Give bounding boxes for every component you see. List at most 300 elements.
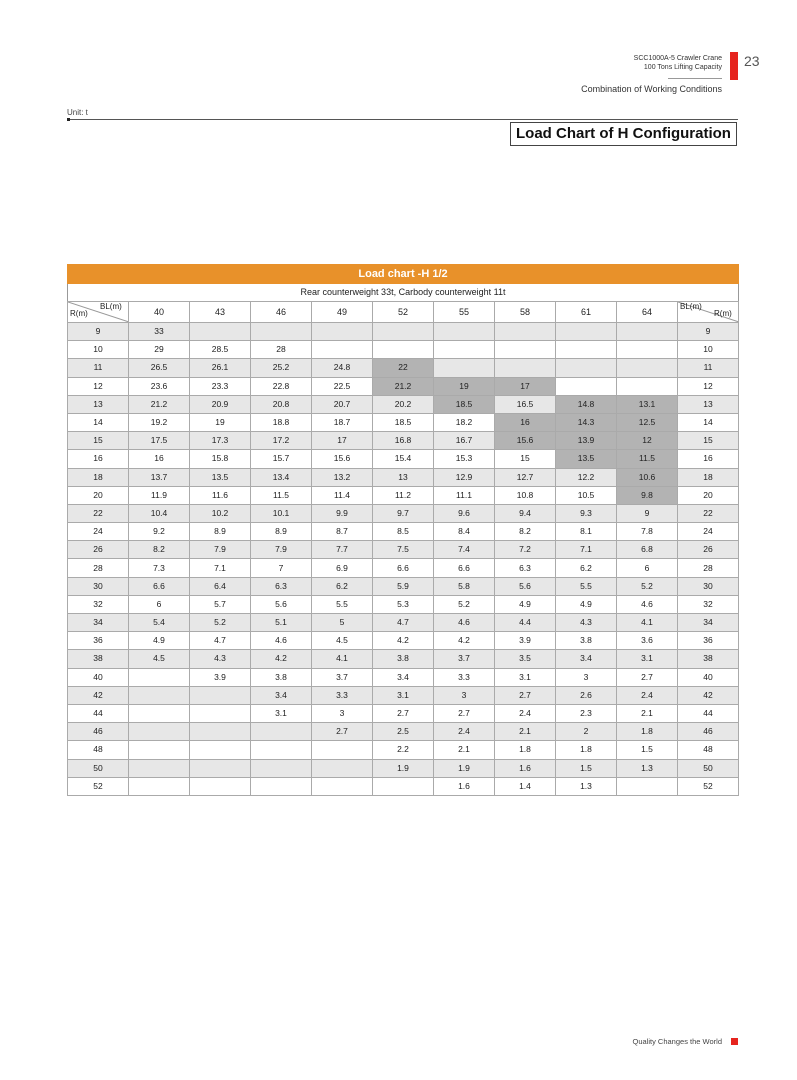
capacity-cell: 12.7 [495,468,556,486]
capacity-cell: 4.9 [129,632,190,650]
capacity-cell: 17 [495,377,556,395]
radius-cell-left: 18 [68,468,129,486]
radius-cell-left: 32 [68,595,129,613]
capacity-cell: 21.2 [373,377,434,395]
capacity-cell [190,759,251,777]
capacity-cell: 13 [373,468,434,486]
radius-cell-right: 46 [678,723,739,741]
radius-cell-left: 26 [68,541,129,559]
radius-cell-left: 11 [68,359,129,377]
radius-cell-left: 48 [68,741,129,759]
radius-cell-left: 22 [68,504,129,522]
capacity-cell: 23.6 [129,377,190,395]
capacity-cell: 3.3 [434,668,495,686]
capacity-cell: 9 [617,504,678,522]
capacity-cell: 3.6 [617,632,678,650]
radius-cell-right: 32 [678,595,739,613]
radius-cell-right: 22 [678,504,739,522]
capacity-cell: 11.5 [251,486,312,504]
radius-cell-left: 9 [68,323,129,341]
capacity-cell: 7.2 [495,541,556,559]
table-row [68,704,739,722]
capacity-cell: 4.2 [373,632,434,650]
product-capacity: 100 Tons Lifting Capacity [643,64,722,71]
capacity-cell: 16.7 [434,432,495,450]
capacity-cell: 20.2 [373,395,434,413]
capacity-cell [312,341,373,359]
table-row [68,395,739,413]
capacity-cell: 6 [617,559,678,577]
capacity-cell: 2.3 [556,704,617,722]
capacity-cell: 5.2 [434,595,495,613]
capacity-cell: 1.9 [434,759,495,777]
capacity-cell: 1.5 [556,759,617,777]
table-row [68,541,739,559]
capacity-cell [251,723,312,741]
capacity-cell: 11.5 [617,450,678,468]
capacity-cell: 5.8 [434,577,495,595]
capacity-cell: 8.2 [129,541,190,559]
radius-cell-right: 11 [678,359,739,377]
capacity-cell: 6.6 [129,577,190,595]
capacity-cell: 20.7 [312,395,373,413]
radius-cell-right: 30 [678,577,739,595]
capacity-cell: 13.9 [556,432,617,450]
corner-right [678,302,739,323]
radius-cell-right: 34 [678,614,739,632]
table-row [68,523,739,541]
capacity-cell [129,759,190,777]
capacity-cell: 7.4 [434,541,495,559]
radius-cell-right: 9 [678,323,739,341]
radius-cell-right: 14 [678,413,739,431]
capacity-cell: 12.5 [617,413,678,431]
capacity-cell: 3.8 [373,650,434,668]
page-title: Load Chart of H Configuration [510,122,737,146]
radius-cell-right: 15 [678,432,739,450]
capacity-cell: 18.7 [312,413,373,431]
capacity-cell: 29 [129,341,190,359]
capacity-cell: 10.4 [129,504,190,522]
capacity-cell: 1.3 [556,777,617,795]
corner-left-bottom-label: R(m) [70,309,88,318]
radius-cell-right: 42 [678,686,739,704]
radius-cell-right: 26 [678,541,739,559]
capacity-cell: 6 [129,595,190,613]
capacity-cell [556,377,617,395]
capacity-cell: 9.4 [495,504,556,522]
capacity-cell: 19.2 [129,413,190,431]
capacity-cell [129,723,190,741]
capacity-cell: 3.7 [434,650,495,668]
capacity-cell: 3.4 [556,650,617,668]
boom-length-header: 52 [373,302,434,323]
table-row [68,359,739,377]
boom-length-header: 58 [495,302,556,323]
radius-cell-right: 20 [678,486,739,504]
corner-left [68,302,129,323]
capacity-cell: 6.2 [312,577,373,595]
capacity-cell [373,341,434,359]
capacity-cell: 4.1 [617,614,678,632]
top-divider [67,119,738,120]
chart-subtitle: Rear counterweight 33t, Carbody counterweight 11t [67,284,739,301]
capacity-cell: 3 [556,668,617,686]
section-title: Combination of Working Conditions [581,84,722,94]
table-row [68,377,739,395]
radius-cell-right: 48 [678,741,739,759]
capacity-cell [312,741,373,759]
capacity-cell: 20.8 [251,395,312,413]
capacity-cell: 3.1 [617,650,678,668]
capacity-cell: 1.3 [617,759,678,777]
capacity-cell: 12.9 [434,468,495,486]
radius-cell-left: 34 [68,614,129,632]
radius-cell-left: 30 [68,577,129,595]
capacity-cell: 15.6 [495,432,556,450]
radius-cell-left: 52 [68,777,129,795]
capacity-cell [251,323,312,341]
table-row [68,741,739,759]
radius-cell-left: 46 [68,723,129,741]
capacity-cell: 6.9 [312,559,373,577]
capacity-cell [495,341,556,359]
capacity-cell [556,341,617,359]
capacity-cell: 15 [495,450,556,468]
capacity-cell: 2.1 [617,704,678,722]
capacity-cell: 3.8 [251,668,312,686]
capacity-cell: 1.8 [617,723,678,741]
capacity-cell: 11.6 [190,486,251,504]
radius-cell-right: 12 [678,377,739,395]
capacity-cell: 5.2 [190,614,251,632]
table-row [68,486,739,504]
capacity-cell: 3.9 [495,632,556,650]
radius-cell-left: 50 [68,759,129,777]
capacity-cell [617,777,678,795]
capacity-cell [617,377,678,395]
radius-cell-left: 14 [68,413,129,431]
capacity-cell: 3.4 [373,668,434,686]
capacity-cell: 5.5 [312,595,373,613]
capacity-cell: 18.8 [251,413,312,431]
radius-cell-left: 24 [68,523,129,541]
table-row [68,468,739,486]
capacity-cell: 17.3 [190,432,251,450]
radius-cell-right: 50 [678,759,739,777]
capacity-cell: 5.6 [495,577,556,595]
capacity-cell: 22 [373,359,434,377]
radius-cell-left: 13 [68,395,129,413]
page-number: 23 [744,53,760,69]
table-row [68,650,739,668]
radius-cell-left: 40 [68,668,129,686]
capacity-cell: 1.9 [373,759,434,777]
capacity-cell: 4.6 [617,595,678,613]
capacity-cell: 14.3 [556,413,617,431]
capacity-cell: 8.1 [556,523,617,541]
capacity-cell: 5.4 [129,614,190,632]
capacity-cell: 2.7 [373,704,434,722]
capacity-cell [617,323,678,341]
capacity-cell: 2.7 [495,686,556,704]
capacity-cell: 4.9 [556,595,617,613]
capacity-cell: 7.9 [251,541,312,559]
capacity-cell: 8.7 [312,523,373,541]
capacity-cell: 18.5 [434,395,495,413]
capacity-cell: 2.6 [556,686,617,704]
capacity-cell: 5.5 [556,577,617,595]
capacity-cell: 10.1 [251,504,312,522]
capacity-cell: 11.1 [434,486,495,504]
capacity-cell [373,323,434,341]
table-row [68,759,739,777]
capacity-cell: 23.3 [190,377,251,395]
capacity-cell: 4.6 [251,632,312,650]
capacity-cell [129,704,190,722]
capacity-cell: 5.1 [251,614,312,632]
capacity-cell [190,323,251,341]
capacity-cell: 2.7 [312,723,373,741]
capacity-cell: 3.3 [312,686,373,704]
capacity-cell: 3.1 [251,704,312,722]
capacity-cell: 13.5 [190,468,251,486]
capacity-cell [434,359,495,377]
capacity-cell: 2.1 [434,741,495,759]
capacity-cell: 1.6 [495,759,556,777]
capacity-cell [190,704,251,722]
header-product-block [634,54,722,72]
capacity-cell: 15.3 [434,450,495,468]
capacity-cell: 5.7 [190,595,251,613]
capacity-cell: 6.6 [434,559,495,577]
capacity-cell: 9.7 [373,504,434,522]
capacity-cell [251,777,312,795]
capacity-cell [190,723,251,741]
radius-cell-right: 52 [678,777,739,795]
boom-length-header: 64 [617,302,678,323]
capacity-cell: 10.8 [495,486,556,504]
capacity-cell: 5 [312,614,373,632]
capacity-cell: 28.5 [190,341,251,359]
capacity-cell: 3.5 [495,650,556,668]
capacity-cell: 18.5 [373,413,434,431]
capacity-cell: 5.2 [617,577,678,595]
capacity-cell: 2 [556,723,617,741]
divider-mark [67,118,70,121]
capacity-cell: 3 [434,686,495,704]
table-row [68,595,739,613]
capacity-cell [495,359,556,377]
capacity-cell: 10.6 [617,468,678,486]
capacity-cell: 6.3 [495,559,556,577]
capacity-cell: 4.3 [190,650,251,668]
capacity-cell: 25.2 [251,359,312,377]
table-row [68,323,739,341]
capacity-cell: 1.8 [495,741,556,759]
capacity-cell [312,777,373,795]
capacity-cell [251,759,312,777]
capacity-cell: 17.2 [251,432,312,450]
radius-cell-left: 38 [68,650,129,668]
corner-right-bottom-label: R(m) [714,309,732,318]
load-chart [67,264,739,796]
table-row [68,686,739,704]
capacity-cell [434,341,495,359]
radius-cell-right: 10 [678,341,739,359]
capacity-cell: 6.2 [556,559,617,577]
radius-cell-left: 44 [68,704,129,722]
capacity-cell [190,777,251,795]
table-row [68,777,739,795]
capacity-cell [190,686,251,704]
capacity-cell: 7.9 [190,541,251,559]
capacity-cell: 16 [129,450,190,468]
capacity-cell: 3.7 [312,668,373,686]
radius-cell-right: 24 [678,523,739,541]
table-row [68,614,739,632]
capacity-cell: 3.4 [251,686,312,704]
capacity-cell [495,323,556,341]
table-row [68,723,739,741]
capacity-cell: 19 [434,377,495,395]
capacity-cell: 16 [495,413,556,431]
capacity-cell: 15.7 [251,450,312,468]
radius-cell-left: 36 [68,632,129,650]
capacity-cell: 13.1 [617,395,678,413]
capacity-cell: 3.9 [190,668,251,686]
capacity-cell: 3.1 [373,686,434,704]
capacity-cell: 1.8 [556,741,617,759]
capacity-cell: 2.7 [617,668,678,686]
capacity-cell: 14.8 [556,395,617,413]
capacity-cell: 4.5 [312,632,373,650]
capacity-cell: 5.3 [373,595,434,613]
chart-title: Load chart -H 1/2 [67,264,739,284]
capacity-cell: 9.2 [129,523,190,541]
capacity-cell: 19 [190,413,251,431]
capacity-cell: 21.2 [129,395,190,413]
capacity-cell: 1.6 [434,777,495,795]
radius-cell-left: 15 [68,432,129,450]
capacity-cell: 2.4 [617,686,678,704]
capacity-cell [129,668,190,686]
capacity-cell [434,323,495,341]
boom-length-header: 43 [190,302,251,323]
capacity-cell: 12.2 [556,468,617,486]
capacity-cell: 2.4 [495,704,556,722]
radius-cell-right: 28 [678,559,739,577]
capacity-cell: 2.4 [434,723,495,741]
boom-length-header: 49 [312,302,373,323]
table-row [68,341,739,359]
capacity-cell [617,341,678,359]
capacity-cell: 10.2 [190,504,251,522]
radius-cell-right: 18 [678,468,739,486]
capacity-cell: 13.5 [556,450,617,468]
radius-cell-right: 44 [678,704,739,722]
radius-cell-left: 10 [68,341,129,359]
capacity-cell: 7.8 [617,523,678,541]
capacity-cell: 6.4 [190,577,251,595]
header-divider [668,78,722,79]
capacity-cell: 5.6 [251,595,312,613]
capacity-cell: 2.5 [373,723,434,741]
capacity-cell: 3.8 [556,632,617,650]
capacity-cell [373,777,434,795]
table-row [68,504,739,522]
load-table [67,301,739,796]
capacity-cell: 8.4 [434,523,495,541]
capacity-cell: 2.1 [495,723,556,741]
capacity-cell: 9.6 [434,504,495,522]
capacity-cell: 8.9 [190,523,251,541]
table-header-row [68,302,739,323]
table-row [68,632,739,650]
capacity-cell [312,323,373,341]
capacity-cell: 24.8 [312,359,373,377]
capacity-cell: 1.5 [617,741,678,759]
capacity-cell: 16.8 [373,432,434,450]
product-name: SCC1000A-5 Crawler Crane [633,55,722,62]
table-row [68,432,739,450]
capacity-cell: 28 [251,341,312,359]
capacity-cell: 4.3 [556,614,617,632]
capacity-cell: 4.4 [495,614,556,632]
capacity-cell: 11.9 [129,486,190,504]
capacity-cell: 8.2 [495,523,556,541]
radius-cell-left: 20 [68,486,129,504]
capacity-cell: 8.5 [373,523,434,541]
capacity-cell: 26.1 [190,359,251,377]
capacity-cell [129,741,190,759]
capacity-cell: 11.2 [373,486,434,504]
capacity-cell [556,323,617,341]
capacity-cell: 1.4 [495,777,556,795]
radius-cell-left: 28 [68,559,129,577]
boom-length-header: 46 [251,302,312,323]
capacity-cell: 18.2 [434,413,495,431]
capacity-cell [190,741,251,759]
capacity-cell: 7.3 [129,559,190,577]
capacity-cell: 4.7 [373,614,434,632]
capacity-cell: 5.9 [373,577,434,595]
capacity-cell: 2.2 [373,741,434,759]
capacity-cell: 33 [129,323,190,341]
capacity-cell: 10.5 [556,486,617,504]
radius-cell-left: 42 [68,686,129,704]
capacity-cell: 4.6 [434,614,495,632]
boom-length-header: 61 [556,302,617,323]
capacity-cell: 4.2 [434,632,495,650]
capacity-cell: 4.5 [129,650,190,668]
capacity-cell: 13.4 [251,468,312,486]
corner-left-top-label: BL(m) [100,302,122,311]
capacity-cell [129,777,190,795]
radius-cell-right: 36 [678,632,739,650]
capacity-cell: 4.2 [251,650,312,668]
capacity-cell: 7.5 [373,541,434,559]
footer-red-square [731,1038,738,1045]
boom-length-header: 40 [129,302,190,323]
radius-cell-right: 13 [678,395,739,413]
radius-cell-left: 16 [68,450,129,468]
capacity-cell: 7.1 [556,541,617,559]
capacity-cell: 15.6 [312,450,373,468]
capacity-cell: 16.5 [495,395,556,413]
capacity-cell: 7.1 [190,559,251,577]
table-row [68,559,739,577]
